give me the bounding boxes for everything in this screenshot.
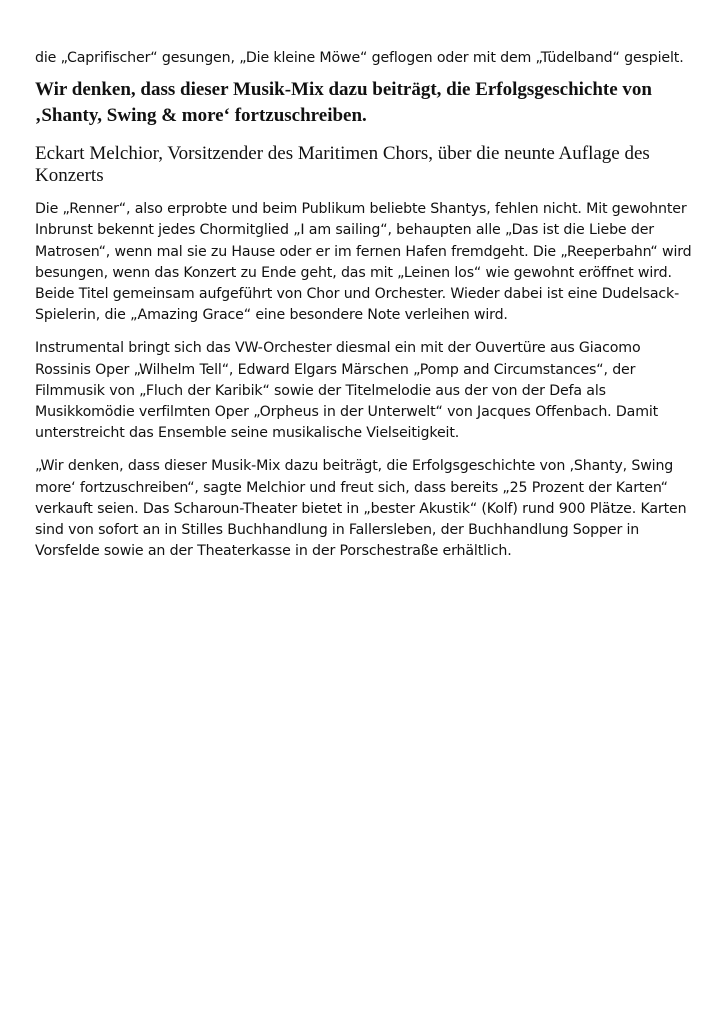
renner-paragraph: Die „Renner“, also erprobte und beim Publikum beliebte Shantys, fehlen nicht. Mit gewohnter Inbrunst bekennt jedes Chormitglied „I am sailing“, behaupten alle „Das ist die Liebe der Matrosen“, wenn mal sie zu Hause oder er im fernen Hafen fremdgeht. Die „Reeperbahn“ wird besungen, wenn das Konzert zu Ende geht, das mit „Leinen los“ wie gewohnt eröffnet wird. Beide Titel gemeinsam aufgeführt von Chor und Orchester. Wieder dabei ist eine Dudelsack-Spielerin, die „Amazing Grace“ eine besondere Note verleihen wird. — [35, 201, 692, 324]
closing-paragraph: „Wir denken, dass dieser Musik-Mix dazu beiträgt, die Erfolgsgeschichte von ‚Shanty, Swing more‘ fortzuschreiben“, sagte Melchior und freut sich, dass bereits „25 Prozent der Karten“ verkauft seien. Das Scharoun-Theater bietet in „bester Akustik“ (Kolf) rund 900 Plätze. Karten sind von sofort an in Stilles Buchhandlung in Fallersleben, der Buchhandlung Sopper in Vorsfelde sowie an der Theaterkasse in der Porschestraße erhältlich. — [35, 458, 687, 560]
instrumental-paragraph: Instrumental bringt sich das VW-Orchester diesmal ein mit der Ouvertüre aus Giacomo Rossinis Oper „Wilhelm Tell“, Edward Elgars Märschen „Pomp and Circumstances“, der Filmmusik von „Fluch der Karibik“ sowie der Titelmelodie aus der von der Defa als Musikkomödie verfilmten Oper „Orpheus in der Unterwelt“ von Jacques Offenbach. Damit unterstreicht das Ensemble seine musikalische Vielseitigkeit. — [35, 340, 659, 442]
pull-quote: Wir denken, dass dieser Musik-Mix dazu beiträgt, die Erfolgsgeschichte von ‚Shanty, Swing & more‘ fortzuschreiben. — [35, 79, 652, 127]
intro-paragraph: die „Caprifischer“ gesungen, „Die kleine Möwe“ geflogen oder mit dem „Tüdelband“ gespielt. — [35, 50, 684, 66]
article-page — [35, 48, 695, 574]
quote-attribution: Eckart Melchior, Vorsitzender des Maritimen Chors, über die neunte Auflage des Konzerts — [35, 143, 650, 187]
